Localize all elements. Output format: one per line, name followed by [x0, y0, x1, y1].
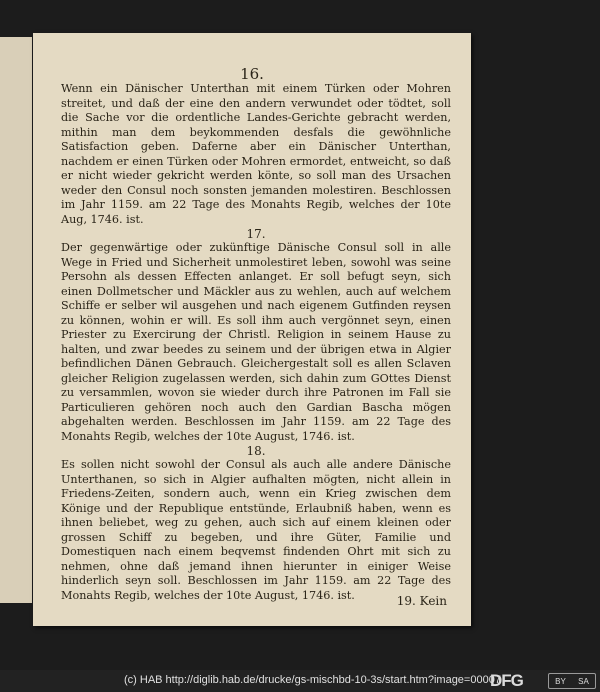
previous-page-edge — [0, 37, 32, 603]
creative-commons-badge — [548, 673, 596, 689]
paragraph-16: Wenn ein Dänischer Unterthan mit einem Türken oder Mohren streitet, und daß der eine den andern verwundet oder tödtet, soll die Sache vor die ordentliche Landes-Gerichte gebracht werden, mithin man dem beykommenden desfals die gewöhnliche Satisfaction geben. Daferne aber ein Dänischer Unterthan, nachdem er einen Türken oder Mohren ermordet, entweicht, so daß er nicht wieder gekricht werden könte, so soll man des Ursachen weder den Consul noch sonsten jemanden molestiren. Beschlossen im Jahr 1159. am 22 Tage des Monahts Regib, welches der 10te Aug, 1746. ist. — [61, 82, 451, 226]
page-number: 16. — [240, 65, 264, 83]
catchword: 19. Kein — [396, 594, 447, 608]
cc-by-label: BY — [555, 676, 566, 686]
section-number-18: 18. — [246, 444, 266, 458]
paragraph-18: Es sollen nicht sowohl der Consul als auch alle andere Dänische Unterthanen, so sich in Algier aufhalten mögten, nicht allein in Friedens-Zeiten, sondern auch, wenn ein Krieg zwischen dem Könige und der Republique entstünde, Erlaubniß haben, wenn es ihnen beliebet, weg zu gehen, auch sich auf einem kleinen oder grossen Schiff zu begeben, und ihre Güter, Familie und Domestiquen nach einem beqvemst findenden Ohrt mit sich zu nehmen, ohne daß jemand ihnen hierunter in einiger Weise hinderlich seyn soll. Beschlossen im Jahr 1159. am 22 Tage des Monahts Regib, welches der 10te August, 1746. ist. — [61, 458, 451, 602]
paragraph-17: Der gegenwärtige oder zukünftige Dänische Consul soll in alle Wege in Fried und Sicherheit unmolestiret leben, sowohl was seine Persohn als dessen Effecten anlanget. Er soll befugt seyn, sich einen Dollmetscher und Mäckler aus zu wehlen, auch auf welchem Schiffe er selber wil ausgehen und nach eigenem Gutfinden reysen zu können, wohin er will. Es soll ihm auch vergönnet seyn, einen Priester zu Exercirung der Christl. Religion in seinem Hause zu halten, und zwar beedes zu seinem und der übrigen etwa in Algier befindlichen Dänen Gebrauch. Gleichergestalt soll es allen Sclaven gleicher Religion zugelassen werden, sich dahin zum GOttes Dienst zu versammlen, wovon sie wieder durch ihre Patronen im Fall sie Particulieren gehören noch auch den Gardian Bascha mögen abgehalten werden. Beschlossen im Jahr 1159. am 22 Tage des Monahts Regib, welches der 10te August, 1746. ist. — [61, 241, 451, 443]
section-number-17: 17. — [246, 227, 266, 241]
page-text — [61, 82, 451, 603]
footer-bar — [0, 670, 600, 692]
scanned-page — [33, 33, 471, 626]
copyright-link[interactable]: (c) HAB http://diglib.hab.de/drucke/gs-mischbd-10-3s/start.htm?image=00007 — [124, 674, 501, 686]
cc-sa-label: SA — [578, 676, 589, 686]
dfg-logo: DFG — [490, 671, 523, 690]
